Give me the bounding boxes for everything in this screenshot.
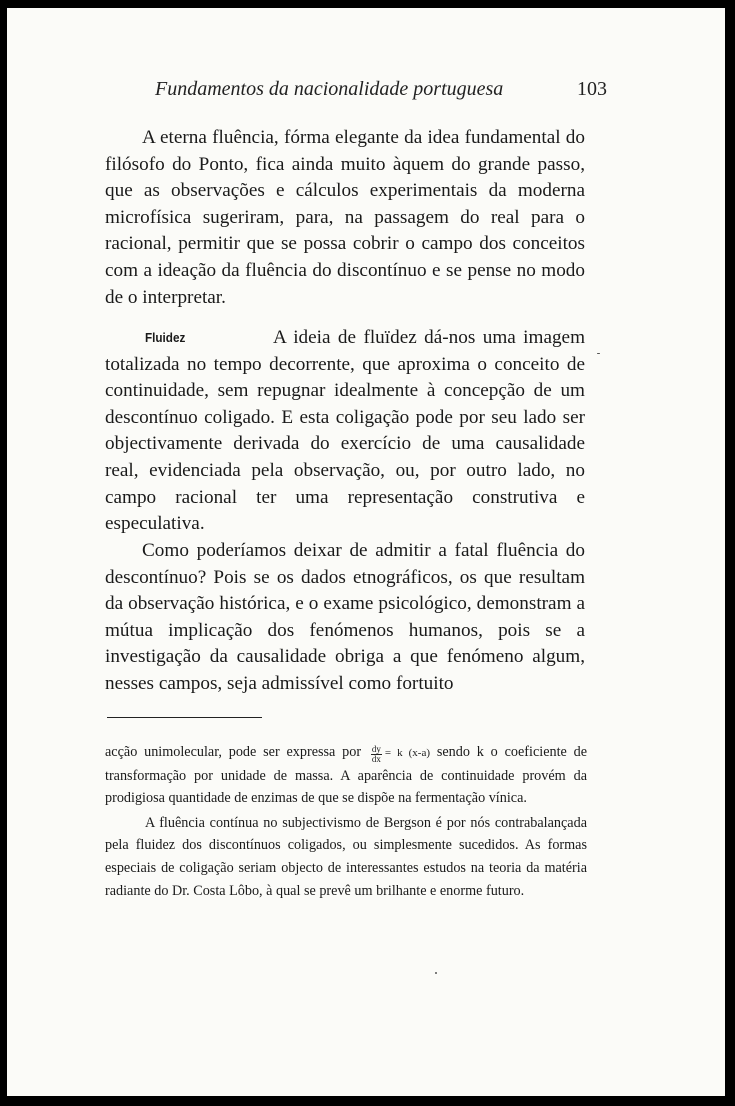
paragraph-text: A ideia de fluïdez dá-nos uma imagem totalizada no tempo decorrente, que aproxima o conceito de continuidade, sem repugnar idealmente à concepção de um descontínuo coligado. E esta coligação pode por seu lado ser objectivamente derivada do exercício de uma causalidade real, evidenciada pela observação, ou, por outro lado, no campo racional ter uma representação construtiva e especulativa. — [105, 327, 585, 535]
paper-speck — [435, 972, 437, 974]
formula-denominator: dx — [371, 754, 381, 764]
paragraph-2 — [105, 325, 585, 538]
page-number: 103 — [577, 78, 607, 100]
paper-speck — [597, 353, 600, 354]
paragraph-3 — [105, 538, 585, 698]
footnote-1 — [105, 741, 587, 810]
formula-fraction — [371, 745, 382, 764]
running-title: Fundamentos da nacionalidade portuguesa — [155, 78, 504, 100]
marginal-note: Fluidez — [145, 330, 186, 345]
footnotes — [105, 741, 587, 902]
paragraph-text: A eterna fluência, fórma elegante da idea fundamental do filósofo do Ponto, fica ainda muito àquem do grande passo, que as observações e cálculos experimentais da moderna microfísica sugeriram, para, na passagem do real para o racional, permitir que se possa cobrir o campo dos conceitos com a ideação da fluência do discontínuo e se pense no modo de o interpretar. — [105, 127, 585, 308]
formula-numerator: dy — [371, 744, 381, 754]
footnote-1-text-start: acção unimolecular, pode ser expressa por — [105, 744, 362, 760]
running-header — [155, 78, 607, 101]
footnote-rule — [107, 717, 262, 718]
formula-rest: = k (x-a) — [384, 747, 431, 759]
paragraph-1 — [105, 125, 585, 311]
footnote-2: A fluência contínua no subjectivismo de Bergson é por nós contrabalançada pela fluidez dos discontínuos coligados, ou simplesmente sucedidos. As formas especiais de coligação seriam objecto de interessantes estudos na teoria da matéria radiante do Dr. Costa Lôbo, à qual se prevê um brilhante e enorme futuro. — [105, 814, 587, 899]
book-page — [7, 8, 725, 1096]
paragraph-text: Como poderíamos deixar de admitir a fatal fluência do descontínuo? Pois se os dados etnográficos, os que resultam da observação histórica, e o exame psicológico, demonstram a mútua implicação dos fenómenos humanos, pois se a investigação da causalidade obriga a que fenómeno algum, nesses campos, seja admissível como fortuito — [105, 540, 585, 694]
footnote-1-text-end: sendo k o coeficiente de transformação por unidade de massa. A aparência de continuidade provém da prodigiosa quantidade de enzimas de que se dispõe na fermentação vínica. — [105, 744, 588, 807]
